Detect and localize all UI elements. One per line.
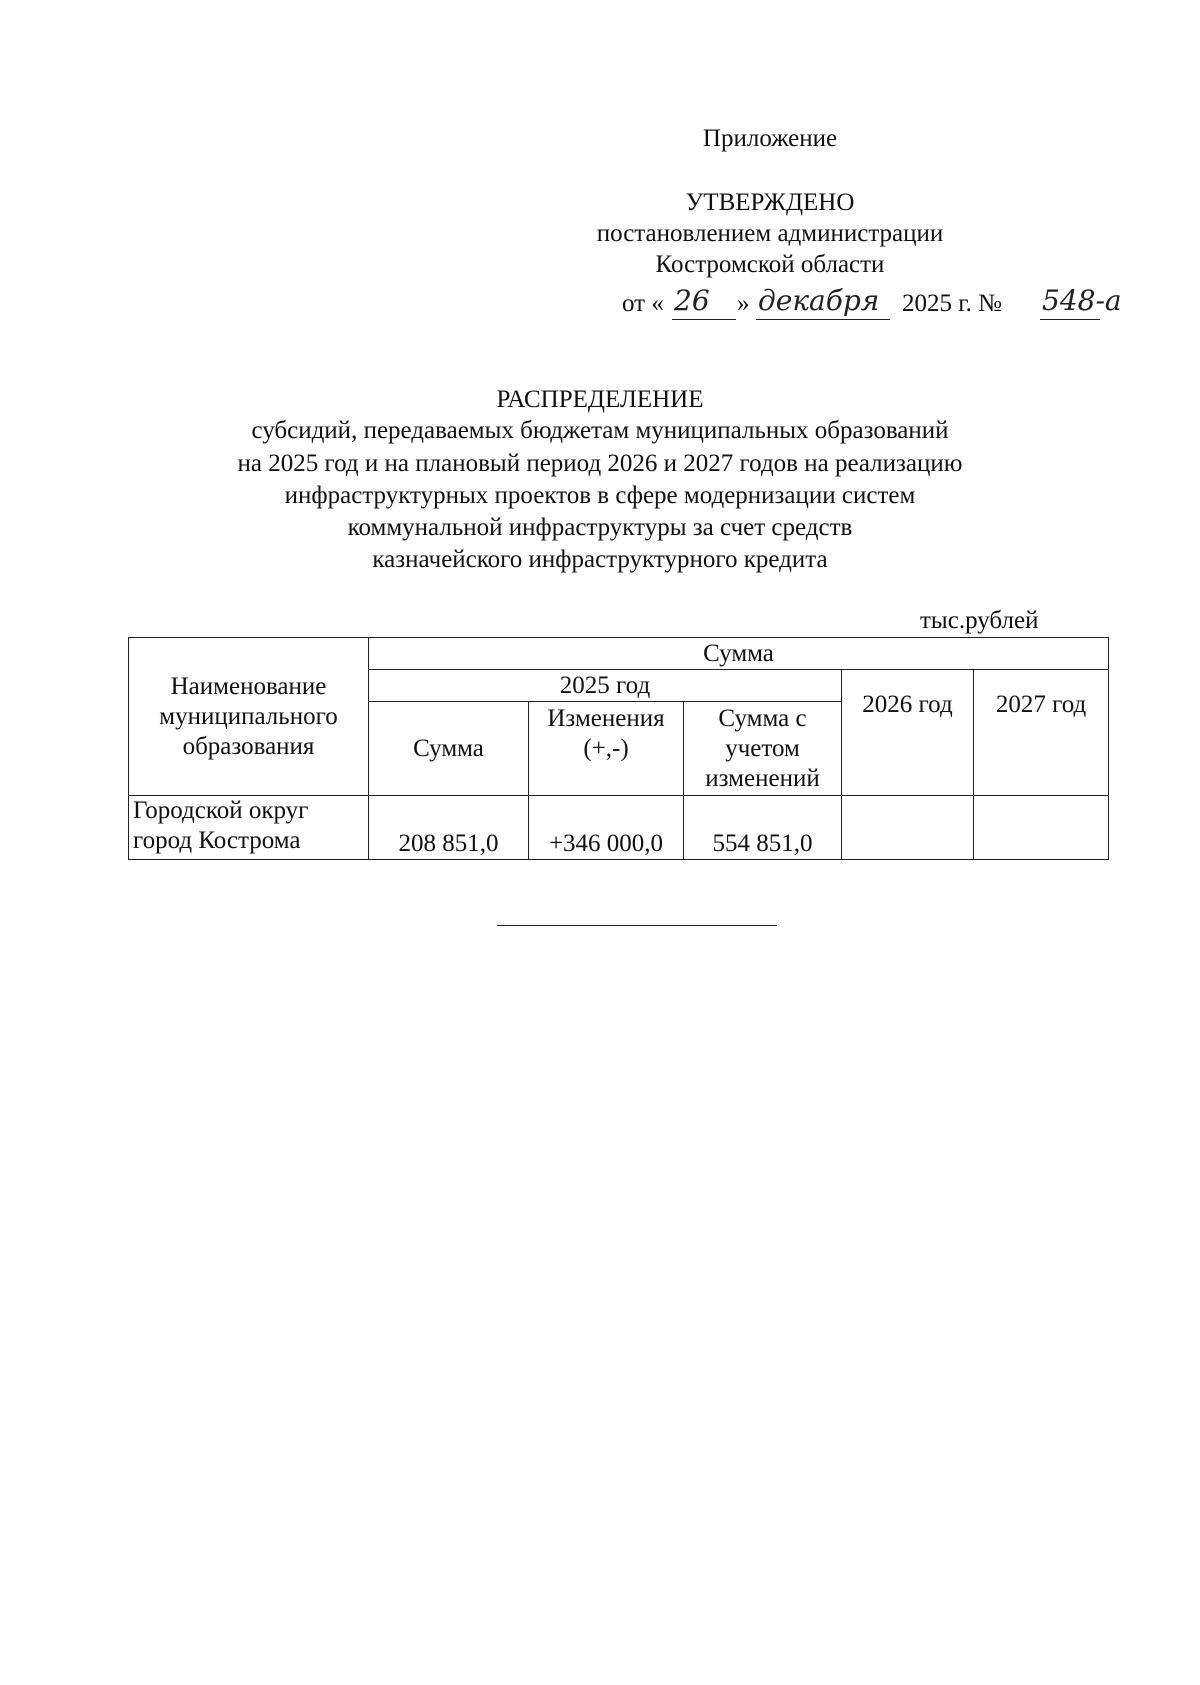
table-row (129, 796, 1109, 860)
day-underline (672, 319, 736, 320)
row-2026 (842, 796, 974, 860)
approved-label: УТВЕРЖДЕНО (685, 189, 855, 216)
title-line-2: на 2025 год и на плановый период 2026 и 2027 годов на реализацию (237, 450, 963, 477)
header-name: Наименование муниципального образования (129, 638, 369, 796)
row-2027 (974, 796, 1109, 860)
closing-rule (497, 925, 777, 926)
row-name: Городской округ город Кострома (129, 796, 369, 860)
row-sum: 208 851,0 (369, 796, 529, 860)
title-line-4: коммунальной инфраструктуры за счет средств (347, 514, 853, 541)
title-line-3: инфраструктурных проектов в сфере модернизации систем (284, 482, 916, 509)
date-line (622, 282, 1142, 326)
title-line-1: субсидий, передаваемых бюджетам муниципальных образований (251, 417, 949, 444)
handwritten-day: 26 (674, 284, 710, 317)
date-quote-close: » (737, 290, 750, 317)
appendix-label: Приложение (702, 125, 838, 152)
approved-by-line1: постановлением администрации (596, 220, 944, 247)
row-changes: +346 000,0 (529, 796, 684, 860)
date-year-text: 2025 г. № (902, 290, 1003, 317)
document-title: РАСПРЕДЕЛЕНИЕ (496, 386, 704, 413)
date-prefix: от « (622, 290, 664, 317)
distribution-table (128, 637, 1109, 860)
approved-by-line2: Костромской области (655, 251, 885, 278)
handwritten-month: декабря (758, 284, 880, 317)
header-sum-with-changes: Сумма с учетом изменений (684, 702, 842, 796)
row-sum-with-changes: 554 851,0 (684, 796, 842, 860)
month-underline (756, 319, 890, 320)
header-2025: 2025 год (369, 670, 842, 702)
title-line-5: казначейского инфраструктурного кредита (372, 546, 828, 573)
header-sum: Сумма (369, 702, 529, 796)
units-label: тыс.рублей (920, 607, 1039, 634)
header-changes: Изменения (+,-) (529, 702, 684, 796)
handwritten-number: 548-а (1042, 284, 1122, 317)
header-2026: 2026 год (842, 670, 974, 796)
header-sum-group: Сумма (369, 638, 1109, 670)
number-underline (1040, 319, 1100, 320)
header-2027: 2027 год (974, 670, 1109, 796)
